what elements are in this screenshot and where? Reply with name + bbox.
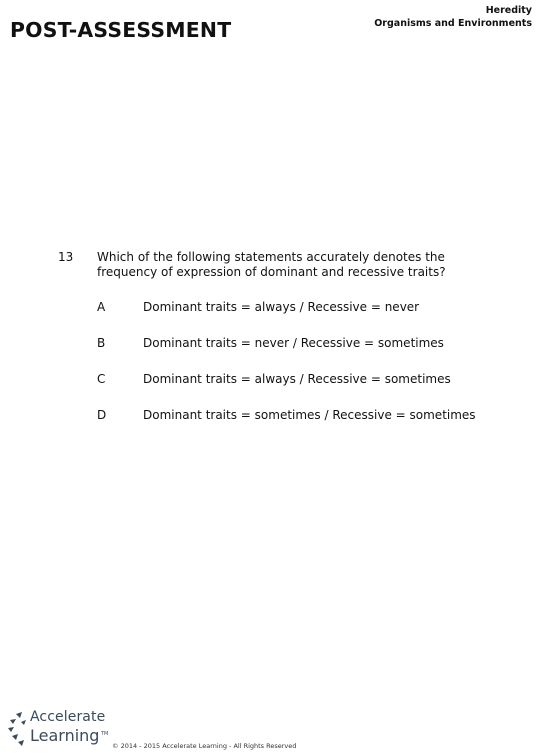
- subject-label: Heredity: [485, 5, 532, 16]
- question-number: 13: [58, 250, 74, 264]
- unit-label: Organisms and Environments: [374, 18, 532, 29]
- logo-text-accelerate: Accelerate: [30, 709, 106, 725]
- option-letter: C: [97, 372, 106, 386]
- question-text: Which of the following statements accurately denotes the frequency of expression of dominant and recessive traits?: [97, 250, 446, 279]
- option-b[interactable]: [97, 336, 444, 351]
- option-text: Dominant traits = always / Recessive = sometimes: [143, 372, 451, 386]
- option-text: Dominant traits = sometimes / Recessive = sometimes: [143, 408, 476, 422]
- copyright-notice: © 2014 - 2015 Accelerate Learning - All Rights Reserved: [112, 742, 297, 750]
- option-letter: D: [97, 408, 107, 422]
- accelerate-learning-logo: [4, 708, 114, 752]
- option-a[interactable]: [97, 300, 419, 315]
- option-d[interactable]: [97, 408, 476, 423]
- option-letter: A: [97, 300, 106, 314]
- option-c[interactable]: [97, 372, 451, 387]
- logo-trademark: TM: [101, 731, 109, 737]
- option-letter: B: [97, 336, 106, 350]
- option-text: Dominant traits = always / Recessive = never: [143, 300, 420, 314]
- header-meta: [374, 4, 532, 30]
- logo-mark-icon: [6, 710, 32, 750]
- option-text: Dominant traits = never / Recessive = sometimes: [143, 336, 444, 350]
- page-title: POST-ASSESSMENT: [10, 18, 232, 42]
- logo-text-learning: Learning: [30, 726, 100, 745]
